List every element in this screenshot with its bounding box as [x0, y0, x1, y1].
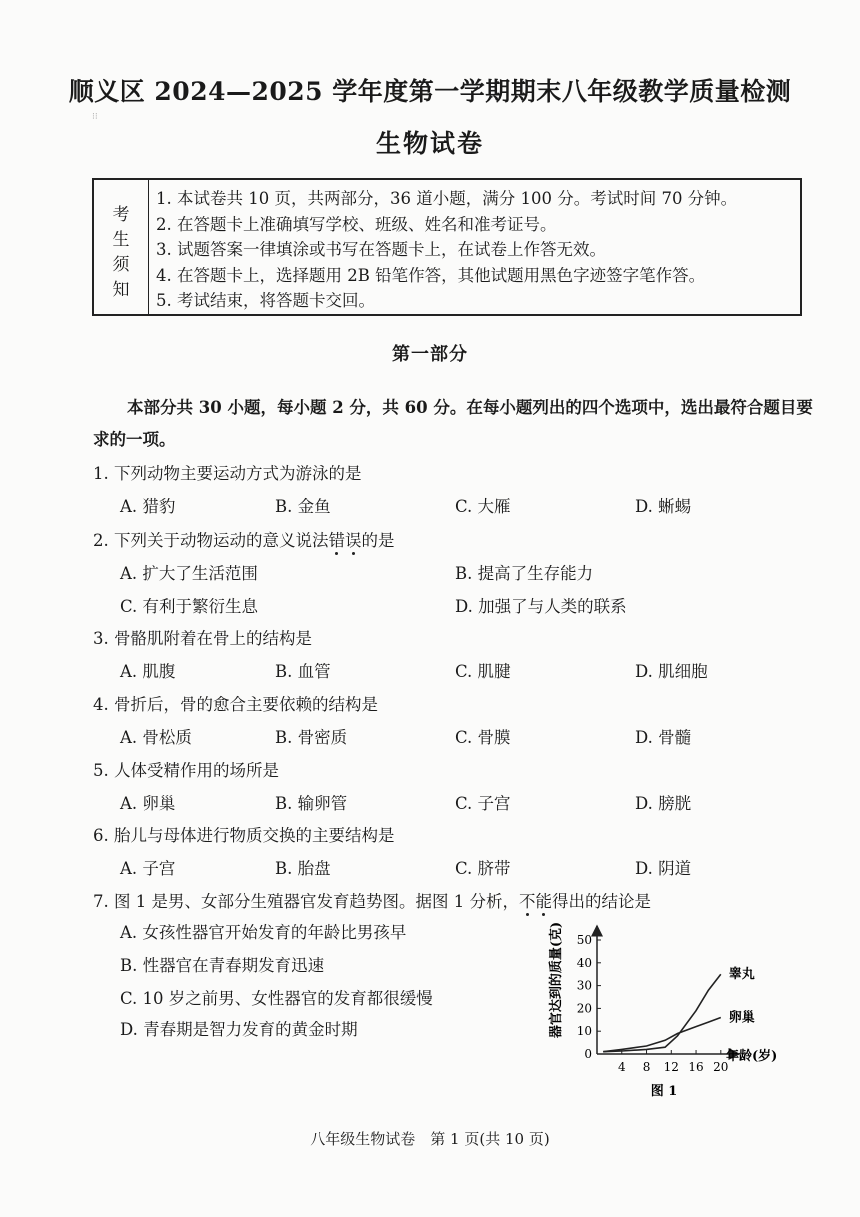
- question-4-stem: 4. 骨折后，骨的愈合主要依赖的结构是: [93, 695, 378, 714]
- x-tick-label: 20: [713, 1060, 729, 1074]
- series-label: 卵巢: [728, 1010, 755, 1026]
- x-tick-label: 16: [688, 1060, 704, 1074]
- emphasis-char: 能: [535, 892, 552, 911]
- notice-item: 2. 在答题卡上准确填写学校、班级、姓名和准考证号。: [156, 214, 557, 234]
- exam-notice-box: [92, 178, 802, 316]
- notice-label-char: 知: [112, 280, 130, 300]
- x-axis-label: 年龄(岁): [726, 1049, 778, 1064]
- q4-option-a: A. 骨松质: [120, 728, 192, 747]
- exam-title: 顺义区 2024—2025 学年度第一学期期末八年级教学质量检测: [68, 77, 792, 106]
- x-tick-label: 4: [617, 1060, 626, 1074]
- notice-item: 5. 考试结束，将答题卡交回。: [156, 291, 375, 310]
- question-7-stem: [93, 888, 651, 912]
- emphasis-char: 误: [345, 531, 362, 550]
- scan-artifact: ⁝⁝: [92, 112, 98, 122]
- question-6-stem: 6. 胎儿与母体进行物质交换的主要结构是: [93, 826, 395, 845]
- y-tick-label: 40: [576, 955, 592, 970]
- emphasis-char: 不: [518, 892, 536, 911]
- y-tick-label: 0: [584, 1047, 592, 1061]
- notice-item: 4. 在答题卡上，选择题用 2B 铅笔作答，其他试题用黑色字迹签字笔作答。: [156, 265, 706, 285]
- y-tick-label: 30: [576, 978, 592, 993]
- q1-option-a: A. 猎豹: [120, 497, 176, 516]
- figure-1-chart: [540, 912, 800, 1102]
- notice-list: [156, 186, 737, 314]
- question-2-stem: [93, 527, 395, 551]
- stem-text: 得出的结论是: [551, 892, 651, 911]
- q5-option-b: B. 输卵管: [275, 794, 348, 813]
- part-one-title: 第一部分: [392, 344, 468, 365]
- q6-option-b: B. 胎盘: [275, 859, 331, 878]
- figure-caption: 图 1: [650, 1084, 678, 1099]
- q2-option-d: D. 加强了与人类的联系: [455, 597, 627, 616]
- notice-label-char: 须: [112, 255, 130, 275]
- q4-option-c: C. 骨膜: [455, 728, 511, 747]
- q3-option-d: D. 肌细胞: [635, 662, 708, 681]
- y-tick-label: 10: [576, 1024, 592, 1039]
- q3-option-c: C. 肌腱: [455, 662, 511, 681]
- notice-label: [94, 180, 149, 314]
- q4-option-b: B. 骨密质: [275, 728, 348, 747]
- exam-subtitle: 生物试卷: [375, 129, 484, 158]
- q5-option-c: C. 子宫: [455, 794, 511, 813]
- q1-option-d: D. 蜥蜴: [635, 497, 692, 516]
- emphasis-char: 错: [328, 531, 345, 550]
- q3-option-b: B. 血管: [275, 662, 331, 681]
- q5-option-d: D. 膀胱: [635, 794, 692, 813]
- q1-option-b: B. 金鱼: [275, 497, 331, 516]
- q1-option-c: C. 大雁: [455, 497, 511, 516]
- notice-item: 3. 试题答案一律填涂或书写在答题卡上，在试卷上作答无效。: [156, 240, 606, 259]
- q6-option-a: A. 子宫: [120, 859, 176, 878]
- question-5-stem: 5. 人体受精作用的场所是: [93, 761, 279, 780]
- part-one-instructions: 本部分共 30 小题，每小题 2 分，共 60 分。在每小题列出的四个选项中，选出最符合题目要求的一项。: [93, 398, 813, 449]
- q2-option-c: C. 有利于繁衍生息: [120, 597, 259, 616]
- q7-option-d: D. 青春期是智力发育的黄金时期: [120, 1020, 358, 1039]
- notice-label-char: 考: [112, 205, 130, 225]
- q7-option-c: C. 10 岁之前男、女性器官的发育都很缓慢: [120, 989, 433, 1008]
- y-tick-label: 50: [576, 933, 592, 947]
- question-3-stem: 3. 骨骼肌附着在骨上的结构是: [93, 629, 312, 648]
- q6-option-d: D. 阴道: [635, 859, 692, 878]
- notice-label-char: 生: [112, 230, 130, 250]
- q5-option-a: A. 卵巢: [120, 794, 176, 813]
- y-tick-label: 20: [576, 1001, 592, 1016]
- series-line-2: [603, 1018, 721, 1052]
- stem-text: 7. 图 1 是男、女部分生殖器官发育趋势图。据图 1 分析，: [93, 892, 519, 911]
- x-tick-label: 8: [642, 1060, 651, 1074]
- series-line-1: [603, 974, 721, 1051]
- q4-option-d: D. 骨髓: [635, 728, 692, 747]
- page-footer: 八年级生物试卷 第 1 页(共 10 页): [310, 1130, 550, 1148]
- series-label: 睾丸: [728, 967, 755, 983]
- q7-option-b: B. 性器官在青春期发育迅速: [120, 956, 325, 975]
- q7-option-a: A. 女孩性器官开始发育的年龄比男孩早: [120, 923, 407, 942]
- stem-text: 2. 下列关于动物运动的意义说法: [93, 531, 329, 550]
- x-tick-label: 12: [663, 1060, 679, 1074]
- y-axis-label: 器官达到的质量(克): [549, 921, 564, 1039]
- q2-option-a: A. 扩大了生活范围: [120, 564, 258, 583]
- q2-option-b: B. 提高了生存能力: [455, 564, 594, 583]
- q3-option-a: A. 肌腹: [120, 662, 176, 681]
- q6-option-c: C. 脐带: [455, 859, 511, 878]
- question-1-stem: 1. 下列动物主要运动方式为游泳的是: [93, 464, 362, 483]
- stem-text: 的是: [361, 531, 395, 550]
- notice-item: 1. 本试卷共 10 页，共两部分，36 道小题，满分 100 分。考试时间 70 分钟。: [156, 189, 738, 208]
